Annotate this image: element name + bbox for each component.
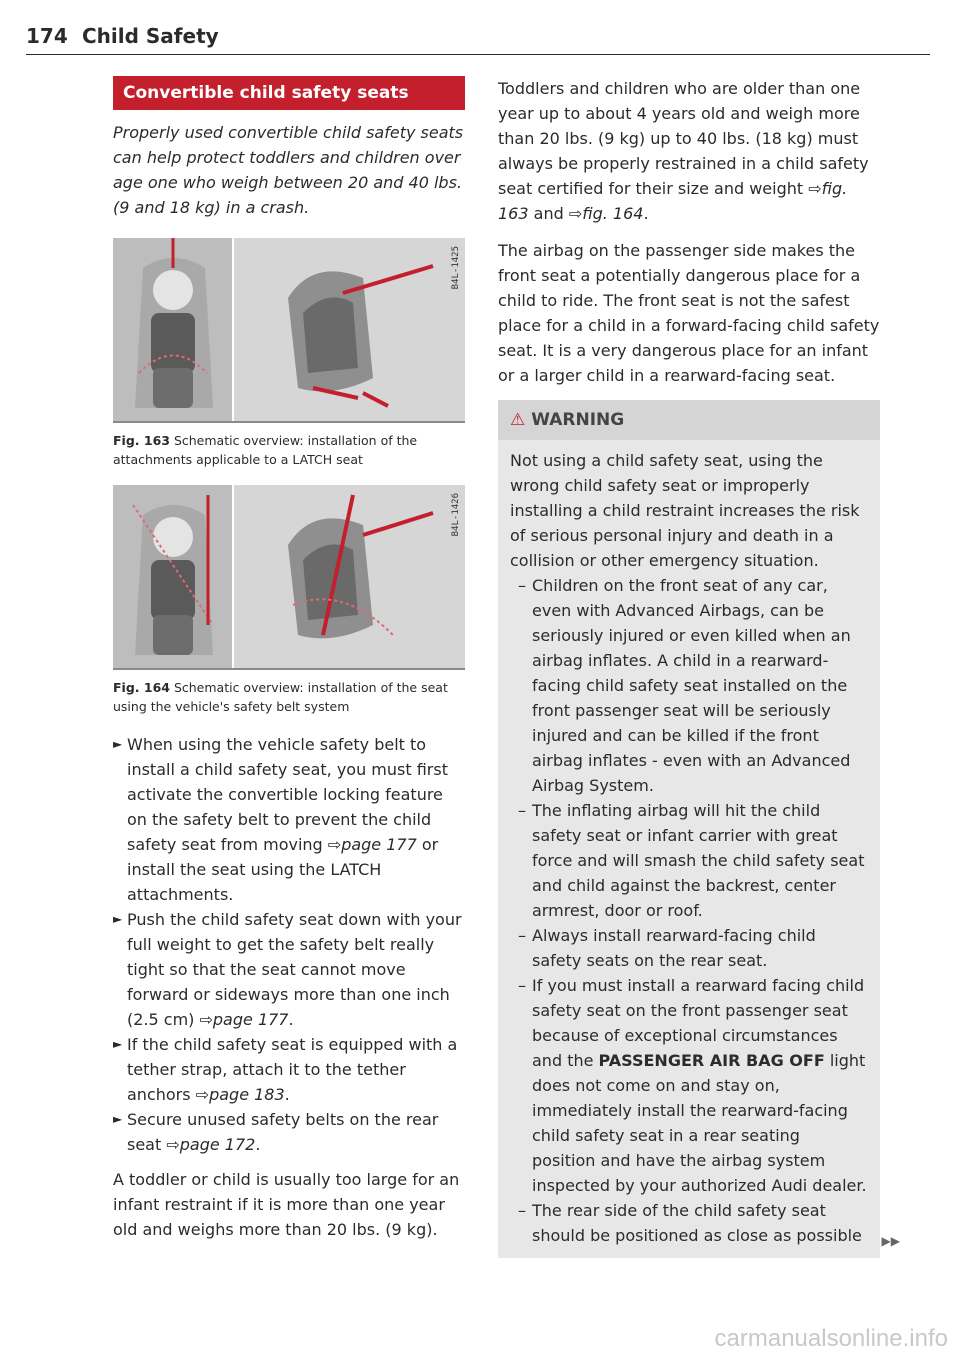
- body-paragraph: The airbag on the passenger side makes the front seat a potentially dangerous place for a child to ride. The front seat is not the safest place for a child in a forward-facing child safety seat. It is a very dangerous place for an infant or a larger child in a rearward-facing seat.: [498, 241, 880, 385]
- bullet-arrow-icon: ►: [113, 912, 123, 926]
- figure-reference-link[interactable]: ⇨fig. 163: [498, 179, 848, 223]
- figure-163-image: [113, 238, 465, 423]
- instruction-steps: [113, 732, 465, 1157]
- section-intro: Properly used convertible child safety seats can help protect toddlers and children over age one who weigh between 20 and 40 lbs. (9 and 18 kg) in a crash.: [113, 123, 464, 217]
- right-column: [498, 76, 900, 1258]
- list-item: – If you must install a rearward facing child safety seat on the front passenger seat because of exceptional circumstances and the PASSENGER AIR BAG OFF light does not come on and stay on, immediately install the rearward-facing child safety seat in a rear seating position and have the airbag system inspected by your authorized Audi dealer.: [518, 976, 867, 1195]
- list-item: – Children on the front seat of any car, even with Advanced Airbags, can be seriously injured or even killed when an airbag inflates. A child in a rearward-facing child safety seat installed on the front passenger seat will be seriously injured and can be killed if the front airbag inflates - even with an Advanced Airbag System.: [518, 576, 851, 795]
- figure-label: Fig. 164: [113, 680, 170, 695]
- body-paragraph: Toddlers and children who are older than one year up to about 4 years old and weigh more than 20 lbs. (9 kg) up to 40 lbs. (18 kg) must always be properly restrained in a child safety seat certified for their size and weight ⇨fig. 163 and ⇨fig. 164.: [498, 79, 869, 223]
- page-number: 174: [26, 24, 68, 48]
- watermark: carmanualsonline.info: [714, 1325, 948, 1352]
- page-reference-link[interactable]: ⇨page 177: [199, 1010, 289, 1029]
- warning-title: WARNING: [531, 410, 625, 430]
- list-item: – The inflating airbag will hit the child safety seat or infant carrier with great force and will smash the child safety seat and child against the backrest, center armrest, door or roof.: [518, 801, 865, 920]
- warning-triangle-icon: ⚠: [510, 410, 526, 430]
- figure-caption-text: Schematic overview: installation of the seat using the vehicle's safety belt system: [113, 680, 448, 714]
- warning-header: [498, 400, 880, 440]
- warning-body: [498, 440, 880, 1248]
- list-item: ► If the child safety seat is equipped with a tether strap, attach it to the tether anchors ⇨page 183.: [113, 1032, 465, 1107]
- list-item: ► Secure unused safety belts on the rear seat ⇨page 172.: [113, 1107, 465, 1157]
- latch-seat-illustration: [113, 238, 465, 421]
- bullet-arrow-icon: ►: [113, 737, 123, 751]
- page-header: [26, 22, 930, 55]
- figure-label: Fig. 163: [113, 433, 170, 448]
- belt-seat-illustration: [113, 485, 465, 668]
- figure-reference-link[interactable]: ⇨fig. 164: [568, 204, 644, 223]
- chapter-title: Child Safety: [82, 24, 219, 48]
- figure-163-caption: [113, 431, 465, 469]
- section-title: Convertible child safety seats: [113, 76, 465, 110]
- figure-164-caption: [113, 678, 465, 716]
- figure-code: B4L-1425: [451, 246, 461, 290]
- list-item: – Always install rearward-facing child safety seats on the rear seat.: [518, 926, 816, 970]
- figure-caption-text: Schematic overview: installation of the attachments applicable to a LATCH seat: [113, 433, 418, 467]
- figure-164-image: [113, 485, 465, 670]
- body-paragraph: A toddler or child is usually too large for an infant restraint if it is more than one year old and weighs more than 20 lbs. (9 kg).: [113, 1170, 460, 1239]
- page-reference-link[interactable]: ⇨page 183: [195, 1085, 285, 1104]
- list-item: ► When using the vehicle safety belt to install a child safety seat, you must first activate the convertible locking feature on the safety belt to prevent the child safety seat from moving ⇨page 177 or install the seat using the LATCH attachments.: [113, 732, 465, 907]
- list-item: ► Push the child safety seat down with your full weight to get the safety belt really tight so that the seat cannot move forward or sideways more than one inch (2.5 cm) ⇨page 177.: [113, 907, 465, 1032]
- warning-intro: Not using a child safety seat, using the wrong child safety seat or improperly installing a child restraint increases the risk of serious personal injury and death in a collision or other emergency situation.: [510, 451, 860, 570]
- left-column: [113, 76, 465, 1258]
- figure-code: B4L-1426: [451, 493, 461, 537]
- bullet-arrow-icon: ►: [113, 1112, 123, 1126]
- continue-arrow-icon: ▶▶: [881, 1234, 900, 1248]
- page-reference-link[interactable]: ⇨page 177: [327, 835, 417, 854]
- warning-box: [498, 400, 900, 1258]
- page-reference-link[interactable]: ⇨page 172: [166, 1135, 256, 1154]
- list-item: – The rear side of the child safety seat should be positioned as close as possible: [518, 1201, 862, 1245]
- bullet-arrow-icon: ►: [113, 1037, 123, 1051]
